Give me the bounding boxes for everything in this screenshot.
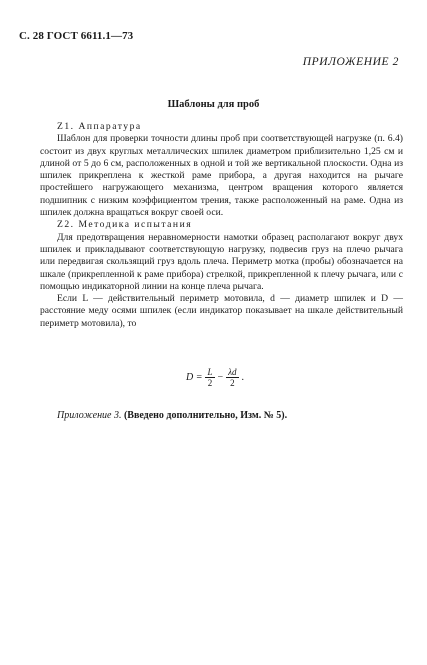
fraction-denominator: 2 xyxy=(207,378,213,388)
formula-operator: − xyxy=(217,372,224,383)
formula-end: . xyxy=(241,372,245,383)
fraction-numerator: L xyxy=(207,367,213,377)
page-header-standard: С. 28 ГОСТ 6611.1—73 xyxy=(19,30,134,42)
section-text-apparatus: Шаблон для проверки точности длины проб при соответствующей нагрузке (п. 6.4) состоит из двух круглых металлических шпилек диаметром приблизительно 1,25 см и длиной от 5 до 6 см, расположенных в одной и той же вертикальной плоскости. Одна из шпилек прикреплена к жесткой раме прибора, а другая находится на рычаге простейшего нагружающего механизма, центром вращения которого является подшипник с низким коэффициентом трения, также расположенный на раме. Одна из шпилек должна вращаться вокруг своей оси. xyxy=(40,133,403,219)
amendment-note xyxy=(57,410,287,421)
section-heading-method: Z2. Методика испытания xyxy=(57,219,193,231)
appendix-label: ПРИЛОЖЕНИЕ 2 xyxy=(302,56,399,68)
section-text-method: Для предотвращения неравномерности намотки образец располагают вокруг двух шпилек и прикладывают соответствующую нагрузку, подвесив груз на плечо рычага или передвигая скользящий груз вдоль плеча. Периметр мотка (пробы) обозначается на шкале (прикрепленной к раме прибора) стрелкой, прикрепленной к плечу рычага, или с помощью индикаторной линии на конце плеча рычага. xyxy=(40,231,403,292)
fraction-l-over-2 xyxy=(205,367,214,388)
note-amendment: (Введено дополнительно, Изм. № 5). xyxy=(123,410,288,421)
fraction-denominator: 2 xyxy=(230,378,235,388)
fraction-numerator: λd xyxy=(228,367,237,377)
body-text xyxy=(40,121,403,330)
fraction-lambda-d-over-2 xyxy=(226,367,238,388)
formula-intro: Если L — действительный периметр мотовила, d — диаметр шпилек и D — расстояние меду осями шпилек (если индикатор показывает на шкале действительный периметр мотовила), то xyxy=(40,293,403,329)
page-title: Шаблоны для проб xyxy=(167,99,260,110)
note-reference: Приложение 3. xyxy=(57,410,122,421)
formula xyxy=(186,367,244,388)
section-heading-apparatus: Z1. Аппаратура xyxy=(57,121,142,132)
formula-lhs: D = xyxy=(186,372,203,383)
